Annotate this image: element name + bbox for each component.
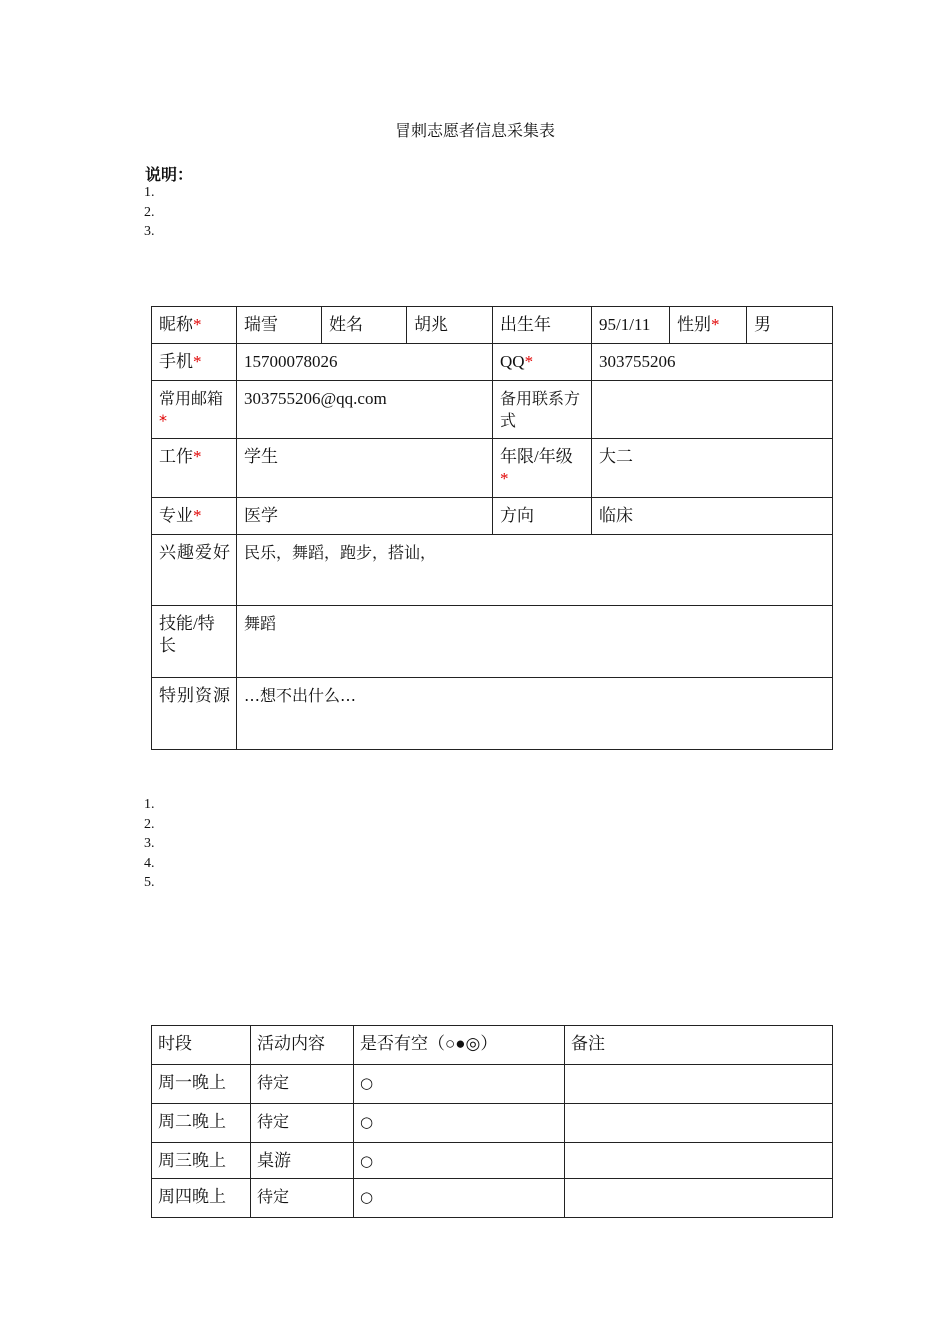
list-item: 5.	[144, 875, 155, 890]
grade-label: 年限/年级 *	[493, 439, 592, 498]
activity-cell[interactable]: 桌游	[251, 1143, 354, 1179]
direction-label: 方向	[493, 498, 592, 535]
backup-contact-value[interactable]	[592, 381, 833, 439]
notes-mid-list	[144, 795, 155, 893]
backup-contact-label: 备用联系方式	[493, 381, 592, 439]
note-heading: 说明：	[145, 165, 194, 184]
email-value[interactable]: 303755206@qq.com	[237, 381, 493, 439]
birth-value[interactable]: 95/1/11	[592, 307, 670, 344]
grade-value[interactable]: 大二	[592, 439, 833, 498]
resource-label: 特别资源	[152, 678, 237, 750]
list-item: 4.	[144, 855, 155, 871]
major-label: 专业*	[152, 498, 237, 535]
qq-value[interactable]: 303755206	[592, 344, 833, 381]
remark-cell[interactable]	[565, 1065, 833, 1104]
hobby-value[interactable]: 民乐，舞蹈，跑步，搭讪，	[237, 535, 833, 606]
activity-cell[interactable]: 待定	[251, 1179, 354, 1218]
schedule-table	[151, 1025, 833, 1218]
work-value[interactable]: 学生	[237, 439, 493, 498]
phone-label: 手机*	[152, 344, 237, 381]
hobby-label: 兴趣爱好	[152, 535, 237, 606]
page-title: 冒刺志愿者信息采集表	[394, 121, 555, 140]
table-row	[152, 1179, 833, 1218]
list-item: 1.	[144, 797, 155, 812]
slot-cell: 周二晚上	[152, 1104, 251, 1143]
schedule-header-available: 是否有空（○●◎）	[354, 1026, 565, 1065]
list-item: 2.	[144, 816, 155, 832]
table-row	[152, 1143, 833, 1179]
availability-cell[interactable]: ○	[354, 1065, 565, 1104]
list-item: 2.	[144, 204, 155, 220]
email-label: 常用邮箱 *	[152, 381, 237, 439]
availability-cell[interactable]: ○	[354, 1104, 565, 1143]
list-item: 3.	[144, 836, 155, 851]
slot-cell: 周四晚上	[152, 1179, 251, 1218]
nickname-value[interactable]: 瑞雪	[237, 307, 322, 344]
resource-value[interactable]: …想不出什么…	[237, 678, 833, 750]
name-value[interactable]: 胡兆	[407, 307, 493, 344]
phone-value[interactable]: 15700078026	[237, 344, 493, 381]
remark-cell[interactable]	[565, 1143, 833, 1179]
availability-cell[interactable]: ○	[354, 1179, 565, 1218]
schedule-header-activity: 活动内容	[251, 1026, 354, 1065]
qq-label: QQ*	[493, 344, 592, 381]
name-label: 姓名	[322, 307, 407, 344]
table-row	[152, 1104, 833, 1143]
volunteer-info-table	[151, 306, 833, 750]
list-item: 3.	[144, 224, 155, 239]
schedule-header-slot: 时段	[152, 1026, 251, 1065]
direction-value[interactable]: 临床	[592, 498, 833, 535]
nickname-label: 昵称*	[152, 307, 237, 344]
gender-label: 性别*	[670, 307, 747, 344]
schedule-header-remark: 备注	[565, 1026, 833, 1065]
remark-cell[interactable]	[565, 1104, 833, 1143]
notes-top-list	[144, 183, 155, 242]
remark-cell[interactable]	[565, 1179, 833, 1218]
activity-cell[interactable]: 待定	[251, 1065, 354, 1104]
table-row	[152, 1065, 833, 1104]
birth-label: 出生年	[493, 307, 592, 344]
skill-label: 技能/特长	[152, 606, 237, 678]
list-item: 1.	[144, 185, 155, 200]
skill-value[interactable]: 舞蹈	[237, 606, 833, 678]
activity-cell[interactable]: 待定	[251, 1104, 354, 1143]
slot-cell: 周一晚上	[152, 1065, 251, 1104]
work-label: 工作*	[152, 439, 237, 498]
gender-value[interactable]: 男	[747, 307, 833, 344]
availability-cell[interactable]: ○	[354, 1143, 565, 1179]
major-value[interactable]: 医学	[237, 498, 493, 535]
slot-cell: 周三晚上	[152, 1143, 251, 1179]
